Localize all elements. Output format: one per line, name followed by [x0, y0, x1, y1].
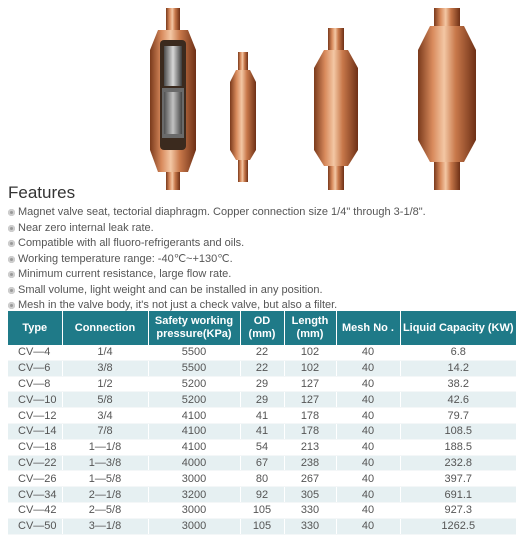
table-row	[8, 502, 516, 518]
cell-length: 178	[284, 423, 336, 439]
cell-type: CV—6	[8, 360, 62, 376]
table-row	[8, 423, 516, 439]
cell-pressure: 3200	[148, 487, 240, 503]
table-body	[8, 345, 516, 534]
cell-length: 330	[284, 502, 336, 518]
cell-od: 92	[240, 487, 284, 503]
cell-od: 22	[240, 360, 284, 376]
cell-capacity: 232.8	[400, 455, 516, 471]
cell-capacity: 927.3	[400, 502, 516, 518]
table-row	[8, 408, 516, 424]
table-row	[8, 487, 516, 503]
cell-capacity: 6.8	[400, 345, 516, 360]
cell-mesh: 40	[336, 487, 400, 503]
cell-capacity: 79.7	[400, 408, 516, 424]
cell-pressure: 5200	[148, 392, 240, 408]
table-row	[8, 345, 516, 360]
cell-capacity: 42.6	[400, 392, 516, 408]
cell-mesh: 40	[336, 502, 400, 518]
cell-pressure: 4100	[148, 439, 240, 455]
feature-item: Mesh in the valve body, it's not just a check valve, but also a filter.	[8, 298, 518, 314]
cell-pressure: 3000	[148, 471, 240, 487]
cell-mesh: 40	[336, 345, 400, 360]
cell-od: 41	[240, 423, 284, 439]
table-row	[8, 360, 516, 376]
cell-capacity: 1262.5	[400, 518, 516, 534]
header-od: OD (mm)	[240, 311, 284, 345]
cell-pressure: 3000	[148, 502, 240, 518]
cell-pressure: 5500	[148, 360, 240, 376]
cell-type: CV—8	[8, 376, 62, 392]
valve-cutaway	[150, 8, 196, 190]
cell-connection: 3/4	[62, 408, 148, 424]
cell-od: 54	[240, 439, 284, 455]
header-connection: Connection	[62, 311, 148, 345]
cell-connection: 2—1/8	[62, 487, 148, 503]
cell-type: CV—42	[8, 502, 62, 518]
cell-connection: 2—5/8	[62, 502, 148, 518]
cell-mesh: 40	[336, 360, 400, 376]
cell-length: 330	[284, 518, 336, 534]
cell-od: 29	[240, 392, 284, 408]
feature-item: Minimum current resistance, large flow rate.	[8, 267, 518, 283]
feature-item: Near zero internal leak rate.	[8, 221, 518, 237]
cell-od: 105	[240, 518, 284, 534]
cell-type: CV—26	[8, 471, 62, 487]
valve-small	[230, 52, 256, 182]
cell-connection: 1/4	[62, 345, 148, 360]
feature-item: Small volume, light weight and can be installed in any position.	[8, 283, 518, 299]
cell-connection: 1/2	[62, 376, 148, 392]
cell-length: 238	[284, 455, 336, 471]
table-row	[8, 471, 516, 487]
features-section	[8, 183, 518, 314]
cell-connection: 1—1/8	[62, 439, 148, 455]
header-capacity: Liquid Capacity (KW)	[400, 311, 516, 345]
cell-pressure: 5200	[148, 376, 240, 392]
table-header-row	[8, 311, 516, 345]
cell-mesh: 40	[336, 408, 400, 424]
cell-length: 305	[284, 487, 336, 503]
feature-item: Magnet valve seat, tectorial diaphragm. Copper connection size 1/4" through 3-1/8".	[8, 205, 518, 221]
cell-capacity: 108.5	[400, 423, 516, 439]
cell-od: 67	[240, 455, 284, 471]
cell-type: CV—18	[8, 439, 62, 455]
cell-connection: 5/8	[62, 392, 148, 408]
cell-connection: 1—5/8	[62, 471, 148, 487]
cell-connection: 1—3/8	[62, 455, 148, 471]
cell-type: CV—22	[8, 455, 62, 471]
cell-od: 41	[240, 408, 284, 424]
header-length: Length (mm)	[284, 311, 336, 345]
cell-mesh: 40	[336, 376, 400, 392]
cell-type: CV—10	[8, 392, 62, 408]
cell-pressure: 4000	[148, 455, 240, 471]
cell-type: CV—12	[8, 408, 62, 424]
product-photo	[0, 0, 522, 190]
cell-length: 267	[284, 471, 336, 487]
cell-pressure: 3000	[148, 518, 240, 534]
table-row	[8, 376, 516, 392]
cell-pressure: 4100	[148, 423, 240, 439]
cell-capacity: 14.2	[400, 360, 516, 376]
cell-length: 127	[284, 392, 336, 408]
cell-type: CV—4	[8, 345, 62, 360]
table-row	[8, 439, 516, 455]
spec-table	[8, 311, 516, 535]
cell-type: CV—14	[8, 423, 62, 439]
cell-type: CV—34	[8, 487, 62, 503]
cell-connection: 3—1/8	[62, 518, 148, 534]
cell-connection: 3/8	[62, 360, 148, 376]
header-type: Type	[8, 311, 62, 345]
cell-mesh: 40	[336, 392, 400, 408]
features-title: Features	[8, 183, 76, 202]
cell-pressure: 5500	[148, 345, 240, 360]
cell-capacity: 188.5	[400, 439, 516, 455]
header-pressure: Safety working pressure(KPa)	[148, 311, 240, 345]
table-row	[8, 518, 516, 534]
cell-mesh: 40	[336, 423, 400, 439]
cell-mesh: 40	[336, 439, 400, 455]
feature-item: Working temperature range: -40℃~+130℃.	[8, 252, 518, 268]
table-row	[8, 455, 516, 471]
cell-mesh: 40	[336, 471, 400, 487]
cell-type: CV—50	[8, 518, 62, 534]
cell-connection: 7/8	[62, 423, 148, 439]
cell-length: 102	[284, 360, 336, 376]
cell-length: 127	[284, 376, 336, 392]
valve-medium	[314, 28, 358, 190]
cell-length: 102	[284, 345, 336, 360]
cell-capacity: 38.2	[400, 376, 516, 392]
features-list	[8, 205, 518, 314]
cell-od: 105	[240, 502, 284, 518]
cell-od: 29	[240, 376, 284, 392]
cell-mesh: 40	[336, 518, 400, 534]
cell-pressure: 4100	[148, 408, 240, 424]
table-row	[8, 392, 516, 408]
header-mesh: Mesh No .	[336, 311, 400, 345]
cell-od: 22	[240, 345, 284, 360]
feature-item: Compatible with all fluoro-refrigerants and oils.	[8, 236, 518, 252]
cell-capacity: 691.1	[400, 487, 516, 503]
cell-mesh: 40	[336, 455, 400, 471]
cell-length: 178	[284, 408, 336, 424]
cell-length: 213	[284, 439, 336, 455]
valve-large	[418, 8, 476, 190]
cell-od: 80	[240, 471, 284, 487]
cell-capacity: 397.7	[400, 471, 516, 487]
